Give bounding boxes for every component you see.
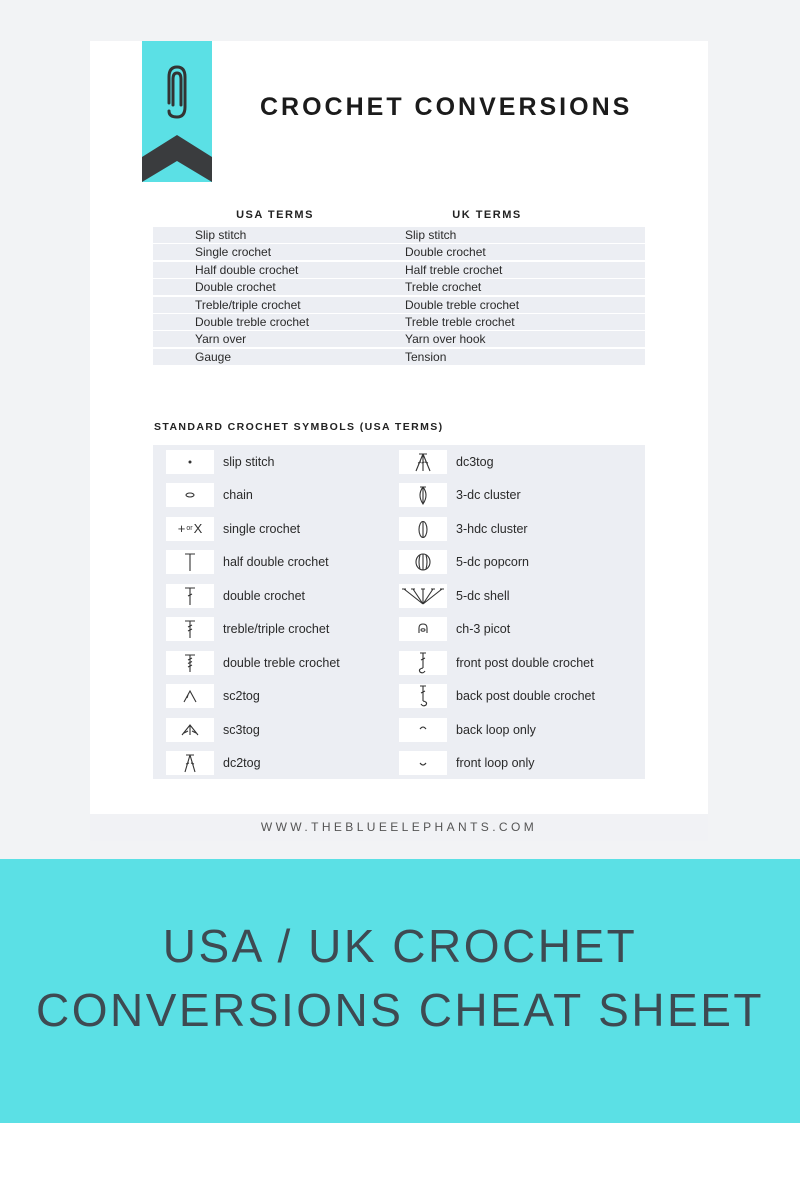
symbol-label: sc3tog [223, 722, 260, 737]
bookmark-ribbon [142, 41, 212, 182]
dc-three-leg-decrease-icon [399, 450, 447, 474]
symbols-section-title: STANDARD CROCHET SYMBOLS (USA TERMS) [154, 421, 444, 433]
symbol-entry [399, 647, 594, 678]
usa-term: Treble/triple crochet [195, 297, 301, 312]
symbol-entry [166, 748, 261, 779]
symbol-label: 3-dc cluster [456, 488, 521, 502]
term-row [153, 279, 645, 295]
symbol-entry [399, 480, 521, 511]
symbol-entry [399, 446, 494, 477]
symbol-entry [399, 748, 535, 779]
symbol-label: 5-dc shell [456, 588, 510, 603]
usa-term: Double crochet [195, 280, 276, 295]
usa-term: Half double crochet [195, 262, 299, 277]
front-post-icon [399, 651, 447, 675]
symbol-entry [399, 580, 510, 611]
symbol-label: back loop only [456, 722, 536, 737]
usa-term: Slip stitch [195, 228, 247, 242]
picot-icon [399, 617, 447, 641]
banner-title-line-1: USA / UK CROCHET [162, 920, 638, 972]
symbols-table [153, 445, 645, 779]
popcorn-icon [399, 550, 447, 574]
title-banner [0, 859, 800, 1123]
dc-two-leg-decrease-icon [166, 751, 214, 775]
usa-term: Single crochet [195, 245, 272, 260]
shell-icon [399, 584, 447, 608]
symbol-entry [166, 580, 305, 611]
symbol-entry [399, 714, 536, 745]
term-row [153, 349, 645, 365]
term-row [153, 244, 645, 260]
bottom-margin [0, 1123, 800, 1200]
symbol-entry [166, 714, 260, 745]
usa-terms-header: USA TERMS [236, 209, 314, 221]
symbol-label: ch-3 picot [456, 622, 511, 636]
term-row [153, 314, 645, 330]
symbol-label: front loop only [456, 756, 535, 770]
term-row [153, 227, 645, 243]
t-three-bar-icon [166, 651, 214, 675]
symbol-entry [166, 513, 300, 544]
symbol-label: double crochet [223, 588, 306, 603]
symbol-entry [166, 647, 340, 678]
term-row [153, 297, 645, 313]
symbol-label: dc2tog [223, 756, 261, 770]
uk-term: Treble treble crochet [405, 314, 515, 329]
uk-term: Double crochet [405, 245, 486, 260]
symbol-entry [399, 681, 595, 712]
symbol-entry [166, 681, 260, 712]
symbol-entry [399, 513, 528, 544]
cluster-icon [399, 483, 447, 507]
usa-term: Gauge [195, 349, 232, 364]
symbol-label: treble/triple crochet [223, 622, 330, 636]
symbol-label: 5-dc popcorn [456, 555, 529, 569]
front-loop-icon [399, 751, 447, 775]
term-row [153, 331, 645, 347]
symbol-label: dc3tog [456, 454, 494, 469]
back-post-icon [399, 684, 447, 708]
uk-term: Half treble crochet [405, 262, 503, 277]
uk-terms-header: UK TERMS [452, 209, 522, 221]
symbol-entry [166, 547, 329, 578]
t-two-bar-icon [166, 617, 214, 641]
symbol-label: chain [223, 488, 253, 502]
t-icon [166, 550, 214, 574]
symbol-entry [166, 614, 329, 645]
uk-term: Treble crochet [405, 280, 482, 295]
oval-symbol-icon [166, 483, 214, 507]
uk-term: Double treble crochet [405, 297, 520, 312]
terms-table [153, 227, 645, 366]
or-glyph: or [186, 525, 193, 532]
symbol-entry [399, 547, 529, 578]
website-footer: WWW.THEBLUEELEPHANTS.COM [90, 814, 708, 841]
uk-term: Slip stitch [405, 228, 457, 242]
symbol-label: single crochet [223, 521, 301, 536]
uk-term: Yarn over hook [405, 332, 486, 347]
term-row [153, 262, 645, 278]
hdc-cluster-icon [399, 517, 447, 541]
symbol-entry [166, 480, 253, 511]
symbol-label: double treble crochet [223, 655, 340, 670]
symbol-label: front post double crochet [456, 655, 594, 670]
plus-glyph: + [177, 521, 186, 536]
x-glyph: X [193, 521, 203, 536]
plus-or-x-icon [166, 517, 214, 541]
usa-term: Yarn over [195, 332, 247, 347]
back-loop-icon [399, 718, 447, 742]
two-leg-decrease-icon [166, 684, 214, 708]
banner-title-line-2: CONVERSIONS CHEAT SHEET [35, 984, 765, 1036]
t-one-bar-icon [166, 584, 214, 608]
usa-term: Double treble crochet [195, 314, 310, 329]
symbol-label: back post double crochet [456, 689, 595, 703]
symbol-label: 3-hdc cluster [456, 521, 528, 536]
uk-term: Tension [405, 349, 447, 364]
symbol-entry [166, 446, 274, 477]
document-title: CROCHET CONVERSIONS [260, 93, 633, 121]
cheat-sheet-document [90, 41, 708, 841]
symbol-label: half double crochet [223, 555, 329, 569]
three-leg-decrease-icon [166, 718, 214, 742]
symbol-entry [399, 614, 510, 645]
symbol-label: slip stitch [223, 454, 275, 469]
symbol-label: sc2tog [223, 689, 260, 703]
dot-symbol-icon [166, 450, 214, 474]
